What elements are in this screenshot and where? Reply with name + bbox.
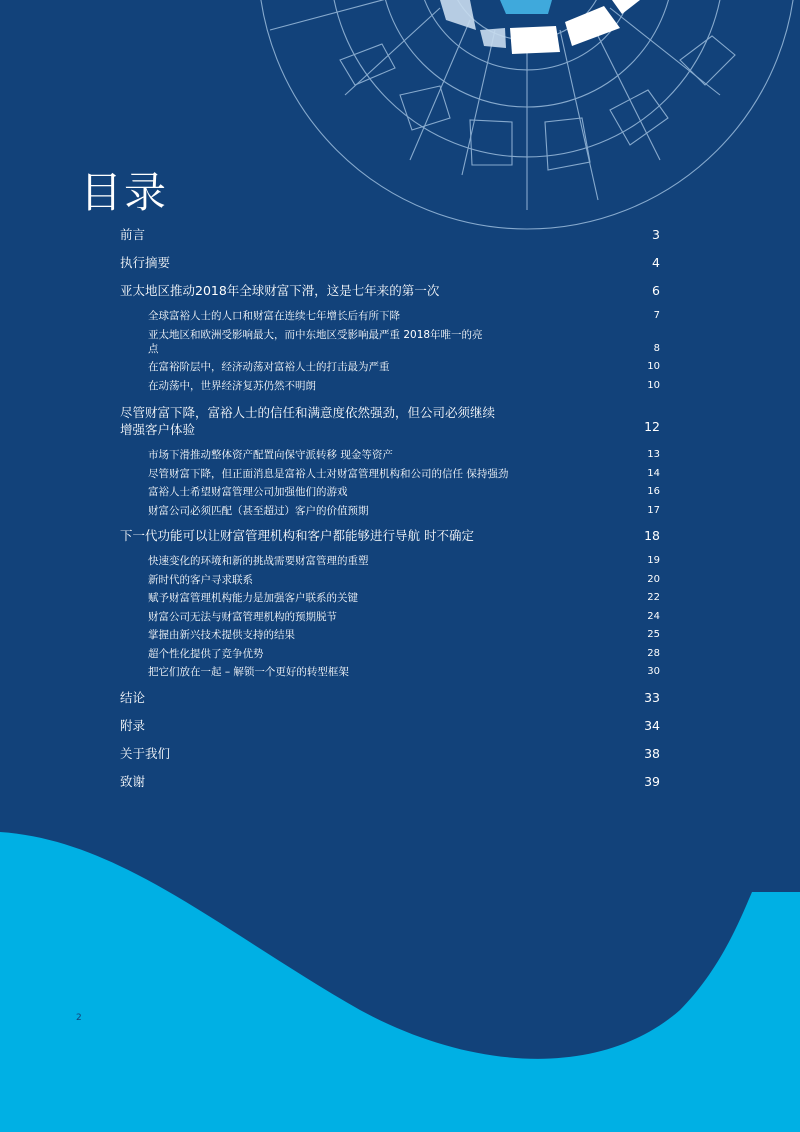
toc-subentry-page: 17 (647, 504, 660, 516)
toc-subentry[interactable] (120, 448, 662, 462)
toc-subentry-page: 25 (647, 629, 660, 640)
toc-subentry[interactable] (120, 328, 662, 356)
toc-entry[interactable] (120, 228, 662, 242)
toc-subentry-label: 赋予财富管理机构能力是加强客户联系的关键 (148, 592, 358, 604)
toc-subentry-label: 富裕人士希望财富管理公司加强他们的游戏 (148, 486, 348, 498)
toc-entry-label: 前言 (120, 227, 146, 242)
toc-subentry[interactable] (120, 591, 662, 605)
toc-entry-page: 34 (644, 717, 660, 733)
toc-entry[interactable] (120, 775, 662, 789)
toc-entry[interactable] (120, 284, 662, 298)
toc-entry[interactable] (120, 256, 662, 270)
toc-subentry-page: 22 (647, 592, 660, 603)
toc-subentry-label: 亚太地区和欧洲受影响最大，而中东地区受影响最严重 2018年唯一的亮点 (148, 328, 483, 355)
toc-subentry[interactable] (120, 628, 662, 642)
toc-subentry-page: 13 (647, 449, 660, 460)
toc-subentry-label: 把它们放在一起 – 解锁一个更好的转型框架 (148, 666, 349, 678)
toc-entry-label: 致谢 (120, 773, 146, 789)
page-title: 目录 (80, 168, 169, 217)
toc-entry-page: 4 (652, 255, 660, 270)
toc-entry-label: 结论 (120, 689, 146, 705)
toc-entry-label: 关于我们 (120, 745, 171, 761)
toc-subentry-label: 在富裕阶层中，经济动荡对富裕人士的打击最为严重 (148, 361, 390, 373)
toc-subentry-label: 在动荡中，世界经济复苏仍然不明朗 (148, 379, 316, 392)
toc-subentry-label: 全球富裕人士的人口和财富在连续七年增长后有所下降 (148, 310, 400, 322)
toc-subentry-page: 20 (647, 573, 660, 585)
toc-subentry[interactable] (120, 360, 662, 374)
toc-entry-page: 33 (644, 689, 660, 705)
toc-subentry[interactable] (120, 379, 662, 393)
toc-entry-label: 亚太地区推动2018年全球财富下滑，这是七年来的第一次 (120, 283, 440, 298)
toc-subentry-label: 市场下滑推动整体资产配置向保守派转移 现金等资产 (148, 449, 393, 461)
toc-subentry[interactable] (120, 467, 662, 481)
toc-subentry-page: 10 (647, 361, 660, 372)
toc-entry-label: 执行摘要 (120, 255, 171, 270)
toc-entry-page: 6 (652, 283, 660, 298)
toc-subentry[interactable] (120, 573, 662, 587)
table-of-contents (120, 228, 662, 803)
bottom-wave-shape (0, 780, 800, 1132)
toc-entry[interactable] (120, 691, 662, 705)
toc-subentry-label: 新时代的客户寻求联系 (148, 573, 253, 586)
toc-entry-page: 38 (644, 745, 660, 761)
toc-subentry-page: 28 (647, 647, 660, 659)
toc-subentry-label: 财富公司必须匹配（甚至超过）客户的价值预期 (148, 504, 369, 517)
toc-entry-label: 下一代功能可以让财富管理机构和客户都能够进行导航 时不确定 (120, 528, 474, 543)
toc-subentry[interactable] (120, 554, 662, 568)
toc-subentry[interactable] (120, 647, 662, 661)
toc-subentry-label: 快速变化的环境和新的挑战需要财富管理的重塑 (148, 555, 369, 567)
page-number: 2 (76, 1013, 82, 1023)
toc-entry-page: 39 (644, 773, 660, 789)
toc-subentry-page: 30 (647, 666, 660, 677)
toc-entry-label: 尽管财富下降，富裕人士的信任和满意度依然强劲，但公司必须继续增强客户体验 (120, 405, 496, 437)
toc-subentry-label: 财富公司无法与财富管理机构的预期脱节 (148, 610, 337, 623)
toc-subentry-page: 10 (647, 379, 660, 391)
toc-entry-label: 附录 (120, 717, 146, 733)
toc-entry-page: 18 (644, 528, 660, 543)
toc-subentry-page: 8 (653, 342, 660, 354)
toc-subentry-page: 14 (647, 467, 660, 479)
toc-entry-page: 3 (652, 227, 660, 242)
toc-subentry-page: 7 (653, 310, 660, 321)
toc-subentry-page: 16 (647, 486, 660, 497)
toc-entry[interactable] (120, 529, 662, 543)
toc-subentry[interactable] (120, 665, 662, 679)
toc-subentry-label: 掌握由新兴技术提供支持的结果 (148, 629, 295, 641)
toc-subentry-page: 24 (647, 610, 660, 622)
toc-entry[interactable] (120, 404, 662, 438)
toc-subentry-label: 超个性化提供了竞争优势 (148, 647, 264, 660)
toc-entry[interactable] (120, 719, 662, 733)
toc-entry-page: 12 (644, 419, 660, 434)
toc-subentry[interactable] (120, 485, 662, 499)
toc-entry[interactable] (120, 747, 662, 761)
toc-subentry-page: 19 (647, 555, 660, 566)
toc-subentry[interactable] (120, 309, 662, 323)
toc-subentry-label: 尽管财富下降，但正面消息是富裕人士对财富管理机构和公司的信任 保持强劲 (148, 467, 509, 480)
toc-subentry[interactable] (120, 610, 662, 624)
toc-subentry[interactable] (120, 504, 662, 518)
